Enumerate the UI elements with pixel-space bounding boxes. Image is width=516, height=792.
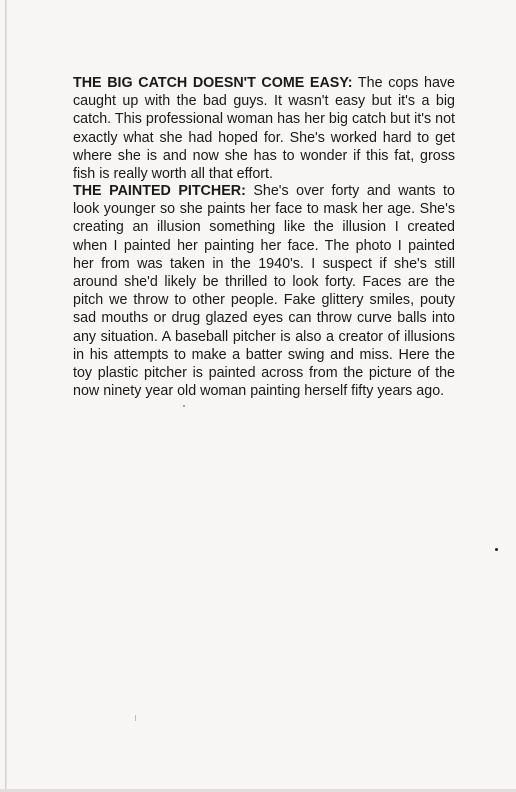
section-body: The cops have caught up with the bad guys. It wasn't easy but it's a big catch. This professional woman has her big catch but it's not exactly what she had hoped for. She's worked hard to get where she is and now she has to wonder if this fat, gross fish is really worth all that effort.: [73, 75, 456, 183]
ink-speck: [495, 548, 498, 551]
section-body: She's over forty and wants to look younger so she paints her face to mask her age. She's creating an illusion something like the illusion I created when I painted her painting her face. The photo I painted her from was taken in the 1940's. I suspect if she's still around she'd likely be thrilled to look forty. Faces are the pitch we throw to other people. Fake glittery smiles, pouty sad mouths or drug glazed eyes can throw curve balls into any situation. A baseball pitcher is also a creator of illusions in his attempts to make a batter swing and miss. Here the toy plastic pitcher is painted across from the picture of the now ninety year old woman painting herself fifty years ago.: [73, 183, 455, 400]
section-heading: THE BIG CATCH DOESN'T COME EASY:: [73, 75, 353, 91]
ink-speck: [183, 405, 185, 407]
section-big-catch: [73, 74, 455, 183]
section-heading: THE PAINTED PITCHER:: [73, 183, 246, 199]
page-edge: [5, 0, 7, 792]
ink-speck: [135, 715, 136, 721]
section-painted-pitcher: [73, 182, 455, 400]
